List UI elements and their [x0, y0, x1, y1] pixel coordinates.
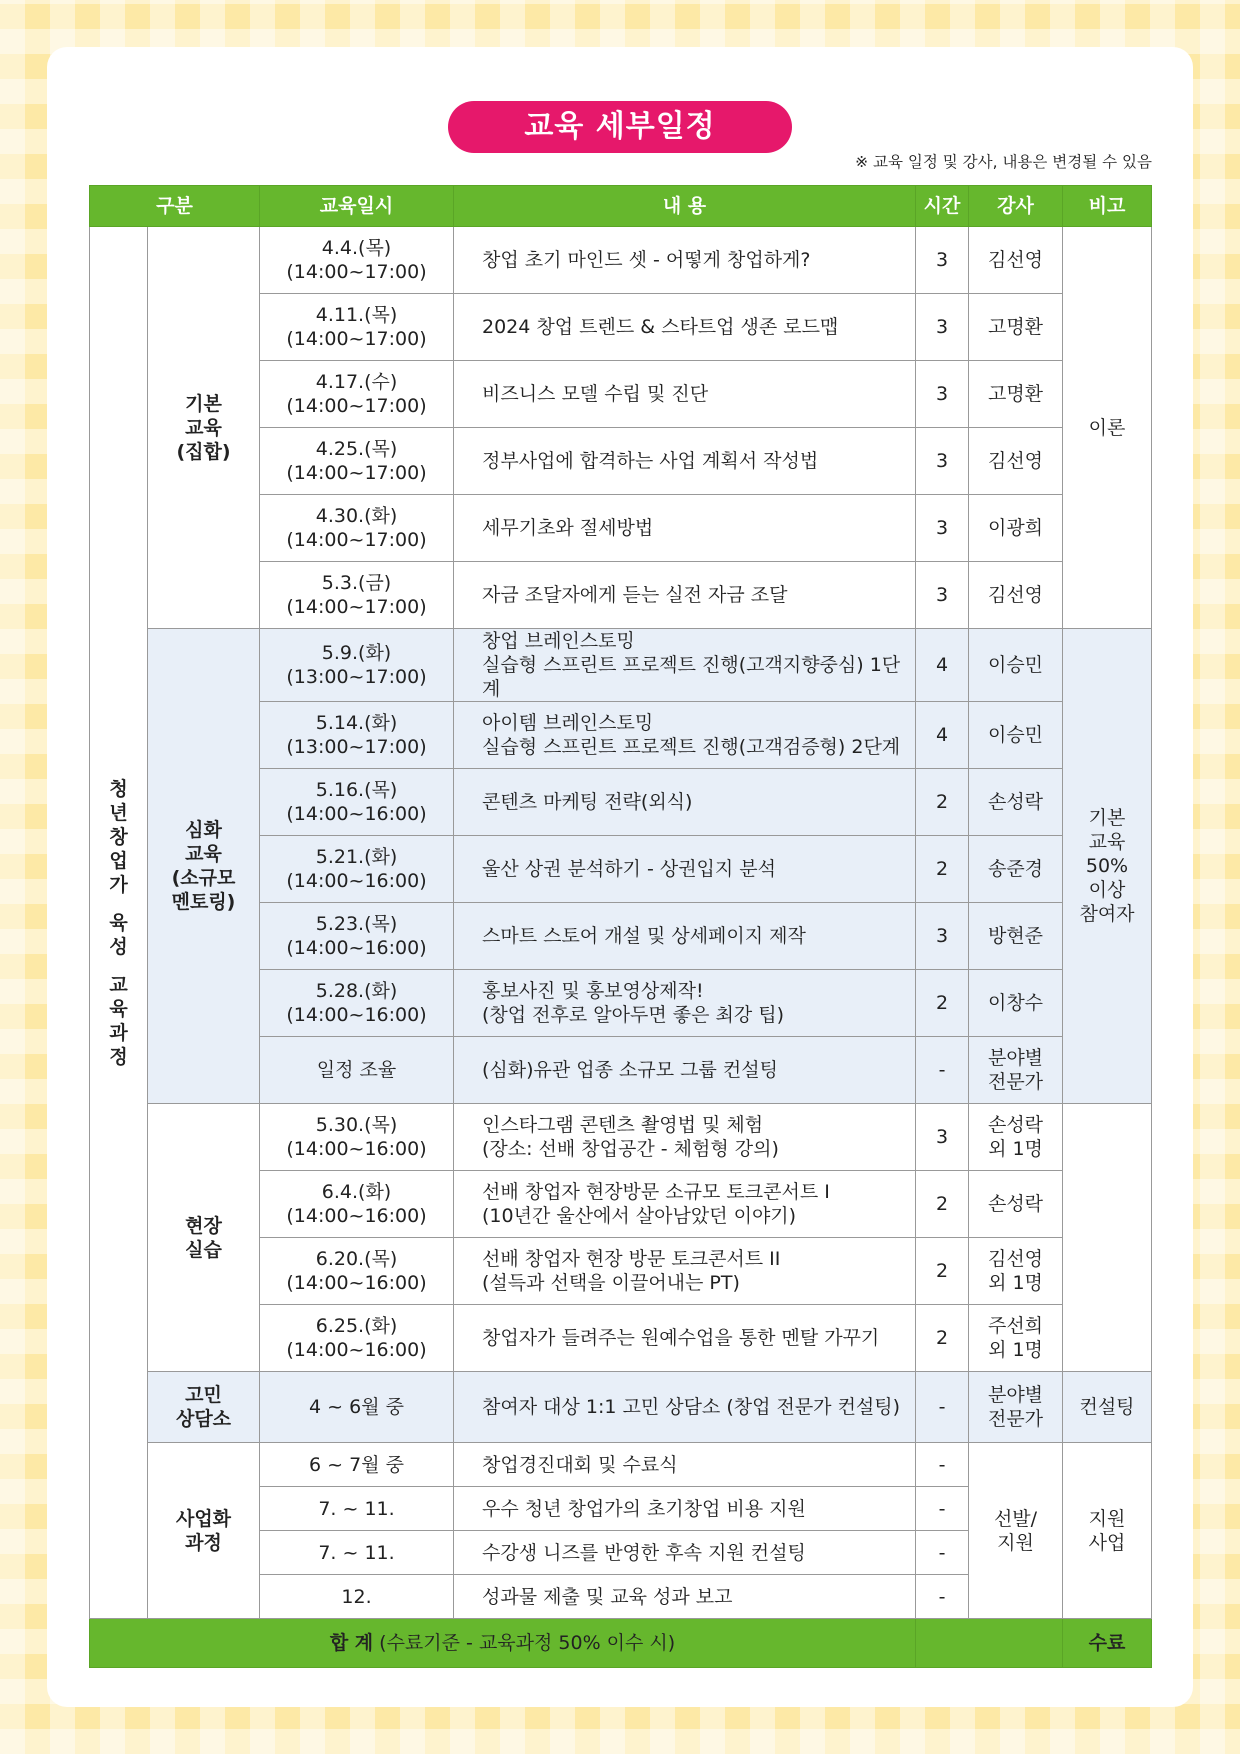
instructor-cell: 이광희 — [969, 495, 1063, 562]
remark-advanced: 기본 교육 50% 이상 참여자 — [1063, 629, 1152, 1104]
header-remark: 비고 — [1063, 186, 1152, 227]
table-row — [90, 629, 1152, 702]
instructor-cell: 이승민 — [969, 629, 1063, 702]
content-cell: 세무기초와 절세방법 — [454, 495, 916, 562]
section-consult-label: 고민 상담소 — [148, 1372, 260, 1443]
instructor-cell: 고명환 — [969, 361, 1063, 428]
hours-cell: - — [916, 1443, 969, 1487]
instructor-cell: 분야별 전문가 — [969, 1037, 1063, 1104]
hours-cell: - — [916, 1575, 969, 1619]
hours-cell: - — [916, 1372, 969, 1443]
content-cell: 인스타그램 콘텐츠 촬영법 및 체험 (장소: 선배 창업공간 - 체험형 강의) — [454, 1104, 916, 1171]
date-cell: 4.30.(화) (14:00~17:00) — [260, 495, 454, 562]
header-date: 교육일시 — [260, 186, 454, 227]
section-advanced-label: 심화 교육 (소규모 멘토링) — [148, 629, 260, 1104]
content-cell: 정부사업에 합격하는 사업 계획서 작성법 — [454, 428, 916, 495]
date-cell: 4 ~ 6월 중 — [260, 1372, 454, 1443]
instructor-cell: 이창수 — [969, 970, 1063, 1037]
date-cell: 12. — [260, 1575, 454, 1619]
date-cell: 일정 조율 — [260, 1037, 454, 1104]
header-content: 내 용 — [454, 186, 916, 227]
date-cell: 5.21.(화) (14:00~16:00) — [260, 836, 454, 903]
content-cell: 창업자가 들려주는 원예수업을 통한 멘탈 가꾸기 — [454, 1305, 916, 1372]
instructor-cell: 분야별 전문가 — [969, 1372, 1063, 1443]
hours-cell: 3 — [916, 903, 969, 970]
instructor-cell: 손성락 외 1명 — [969, 1104, 1063, 1171]
instructor-cell: 고명환 — [969, 294, 1063, 361]
section-basic-label: 기본 교육 (집합) — [148, 227, 260, 629]
hours-cell: 2 — [916, 769, 969, 836]
date-cell: 4.17.(수) (14:00~17:00) — [260, 361, 454, 428]
content-cell: (심화)유관 업종 소규모 그룹 컨설팅 — [454, 1037, 916, 1104]
remark-field — [1063, 1104, 1152, 1372]
date-cell: 5.9.(화) (13:00~17:00) — [260, 629, 454, 702]
header-category: 구분 — [90, 186, 260, 227]
hours-cell: 3 — [916, 428, 969, 495]
table-row — [90, 1443, 1152, 1487]
hours-cell: 2 — [916, 1171, 969, 1238]
change-notice: ※ 교육 일정 및 강사, 내용은 변경될 수 있음 — [855, 153, 1152, 171]
content-cell: 비즈니스 모델 수립 및 진단 — [454, 361, 916, 428]
hours-cell: 2 — [916, 836, 969, 903]
date-cell: 5.16.(목) (14:00~16:00) — [260, 769, 454, 836]
remark-biz: 지원 사업 — [1063, 1443, 1152, 1619]
content-cell: 참여자 대상 1:1 고민 상담소 (창업 전문가 컨설팅) — [454, 1372, 916, 1443]
content-cell: 홍보사진 및 홍보영상제작! (창업 전후로 알아두면 좋은 최강 팁) — [454, 970, 916, 1037]
date-cell: 7. ~ 11. — [260, 1487, 454, 1531]
program-name-vertical: 청 년 창 업 가 육 성 교 육 과 정 — [90, 227, 148, 1619]
hours-cell: - — [916, 1531, 969, 1575]
date-cell: 6.20.(목) (14:00~16:00) — [260, 1238, 454, 1305]
table-row — [90, 227, 1152, 294]
hours-cell: 3 — [916, 361, 969, 428]
schedule-table — [89, 185, 1152, 1668]
content-cell: 창업 브레인스토밍 실습형 스프린트 프로젝트 진행(고객지향중심) 1단계 — [454, 629, 916, 702]
instructor-cell: 방현준 — [969, 903, 1063, 970]
remark-consult: 컨설팅 — [1063, 1372, 1152, 1443]
date-cell: 6.25.(화) (14:00~16:00) — [260, 1305, 454, 1372]
content-cell: 창업 초기 마인드 셋 - 어떻게 창업하게? — [454, 227, 916, 294]
date-cell: 5.23.(목) (14:00~16:00) — [260, 903, 454, 970]
remark-basic: 이론 — [1063, 227, 1152, 629]
content-cell: 스마트 스토어 개설 및 상세페이지 제작 — [454, 903, 916, 970]
date-cell: 4.25.(목) (14:00~17:00) — [260, 428, 454, 495]
instructor-cell: 주선희 외 1명 — [969, 1305, 1063, 1372]
instructor-cell: 김선영 — [969, 428, 1063, 495]
hours-cell: - — [916, 1037, 969, 1104]
date-cell: 5.28.(화) (14:00~16:00) — [260, 970, 454, 1037]
completion-cell: 수료 — [1063, 1619, 1152, 1668]
date-cell: 5.14.(화) (13:00~17:00) — [260, 702, 454, 769]
instructor-biz: 선발/ 지원 — [969, 1443, 1063, 1619]
hours-cell: 4 — [916, 702, 969, 769]
instructor-cell: 김선영 — [969, 562, 1063, 629]
instructor-cell: 송준경 — [969, 836, 1063, 903]
hours-cell: 2 — [916, 1305, 969, 1372]
content-cell: 수강생 니즈를 반영한 후속 지원 컨설팅 — [454, 1531, 916, 1575]
page-title: 교육 세부일정 — [448, 101, 792, 153]
instructor-cell: 손성락 — [969, 769, 1063, 836]
hours-cell: 3 — [916, 294, 969, 361]
date-cell: 7. ~ 11. — [260, 1531, 454, 1575]
hours-cell: - — [916, 1487, 969, 1531]
instructor-cell: 김선영 외 1명 — [969, 1238, 1063, 1305]
section-field-label: 현장 실습 — [148, 1104, 260, 1372]
instructor-cell: 이승민 — [969, 702, 1063, 769]
total-row — [90, 1619, 1152, 1668]
content-cell: 울산 상권 분석하기 - 상권입지 분석 — [454, 836, 916, 903]
date-cell: 5.3.(금) (14:00~17:00) — [260, 562, 454, 629]
content-cell: 2024 창업 트렌드 & 스타트업 생존 로드맵 — [454, 294, 916, 361]
date-cell: 5.30.(목) (14:00~16:00) — [260, 1104, 454, 1171]
content-cell: 성과물 제출 및 교육 성과 보고 — [454, 1575, 916, 1619]
date-cell: 6 ~ 7월 중 — [260, 1443, 454, 1487]
hours-cell: 2 — [916, 1238, 969, 1305]
instructor-cell: 손성락 — [969, 1171, 1063, 1238]
hours-cell: 4 — [916, 629, 969, 702]
total-label-cell — [90, 1619, 916, 1668]
content-cell: 우수 청년 창업가의 초기창업 비용 지원 — [454, 1487, 916, 1531]
hours-cell: 3 — [916, 227, 969, 294]
hours-cell: 3 — [916, 1104, 969, 1171]
date-cell: 6.4.(화) (14:00~16:00) — [260, 1171, 454, 1238]
table-header-row — [90, 186, 1152, 227]
content-cell: 선배 창업자 현장 방문 토크콘서트 II (설득과 선택을 이끌어내는 PT) — [454, 1238, 916, 1305]
hours-cell: 2 — [916, 970, 969, 1037]
date-cell: 4.11.(목) (14:00~17:00) — [260, 294, 454, 361]
instructor-cell: 김선영 — [969, 227, 1063, 294]
hours-cell: 3 — [916, 562, 969, 629]
content-cell: 아이템 브레인스토밍 실습형 스프린트 프로젝트 진행(고객검증형) 2단계 — [454, 702, 916, 769]
table-row — [90, 1372, 1152, 1443]
total-label: 합 계 — [329, 1632, 374, 1654]
date-cell: 4.4.(목) (14:00~17:00) — [260, 227, 454, 294]
header-hours: 시간 — [916, 186, 969, 227]
content-cell: 콘텐츠 마케팅 전략(외식) — [454, 769, 916, 836]
total-criteria: (수료기준 - 교육과정 50% 이수 시) — [373, 1632, 676, 1654]
section-biz-label: 사업화 과정 — [148, 1443, 260, 1619]
header-instructor: 강사 — [969, 186, 1063, 227]
content-cell: 자금 조달자에게 듣는 실전 자금 조달 — [454, 562, 916, 629]
hours-cell: 3 — [916, 495, 969, 562]
table-row — [90, 1104, 1152, 1171]
content-cell: 선배 창업자 현장방문 소규모 토크콘서트 I (10년간 울산에서 살아남았던 이야기) — [454, 1171, 916, 1238]
content-cell: 창업경진대회 및 수료식 — [454, 1443, 916, 1487]
total-empty-cell — [916, 1619, 1063, 1668]
